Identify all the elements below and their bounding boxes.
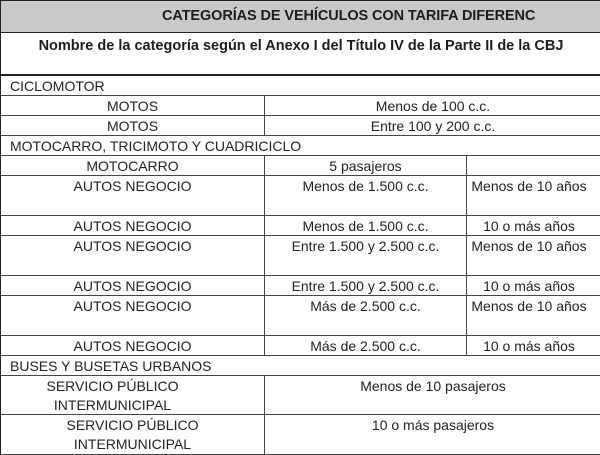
spec-cell: Entre 1.500 y 2.500 c.c. [264,276,466,295]
table-row [0,176,600,216]
group-row-motocarro: MOTOCARRO, TRICIMOTO Y CUADRICICLO [0,136,600,156]
category-cell: MOTOS [106,118,159,134]
group-row-buses: BUSES Y BUSETAS URBANOS [0,356,600,376]
group-row-ciclomotor: CICLOMOTOR [0,76,600,96]
category-cell: MOTOCARRO [86,158,179,174]
category-cell: AUTOS NEGOCIO [73,238,192,254]
spec-cell: Más de 2.500 c.c. [264,336,466,355]
table-row [0,216,600,236]
table-row [0,96,600,116]
age-cell: 10 o más años [466,216,600,235]
category-cell: SERVICIO PÚBLICO INTERMUNICIPAL [46,378,179,413]
spec-cell: Entre 1.500 y 2.500 c.c. [264,236,466,275]
category-cell: AUTOS NEGOCIO [73,338,192,354]
age-cell: Menos de 10 años [466,296,600,335]
table-row [0,415,600,455]
table-row [0,276,600,296]
spec-cell: Menos de 1.500 c.c. [264,176,466,215]
age-cell: Menos de 10 años [466,176,600,215]
table-row [0,376,600,415]
table-title-row [0,0,600,33]
table-row [0,336,600,356]
spec-cell: Menos de 10 pasajeros [264,376,600,414]
age-cell: 10 o más años [466,336,600,355]
spec-cell: Entre 100 y 200 c.c. [264,116,600,135]
category-cell: AUTOS NEGOCIO [73,178,192,194]
spec-cell: Menos de 1.500 c.c. [264,216,466,235]
age-cell: Menos de 10 años [466,236,600,275]
category-cell: AUTOS NEGOCIO [73,218,192,234]
age-cell: 10 o más años [466,276,600,295]
spec-cell: Menos de 100 c.c. [264,96,600,115]
category-cell: SERVICIO PÚBLICO INTERMUNICIPAL [66,417,199,452]
table-row [0,296,600,336]
table-subheader-row [0,33,600,76]
category-cell: AUTOS NEGOCIO [73,298,192,314]
table-row [0,236,600,276]
table-row [0,156,600,176]
spec-cell: 10 o más pasajeros [264,415,600,454]
spec-cell: Más de 2.500 c.c. [264,296,466,335]
table-title: CATEGORÍAS DE VEHÍCULOS CON TARIFA DIFERENC [162,8,536,24]
age-cell [466,156,600,175]
category-cell: AUTOS NEGOCIO [73,278,192,294]
table-subheader: Nombre de la categoría según el Anexo I del Título IV de la Parte II de la CBJ [38,38,564,54]
category-cell: MOTOS [106,98,159,114]
table-row [0,116,600,136]
spec-cell: 5 pasajeros [264,156,466,175]
